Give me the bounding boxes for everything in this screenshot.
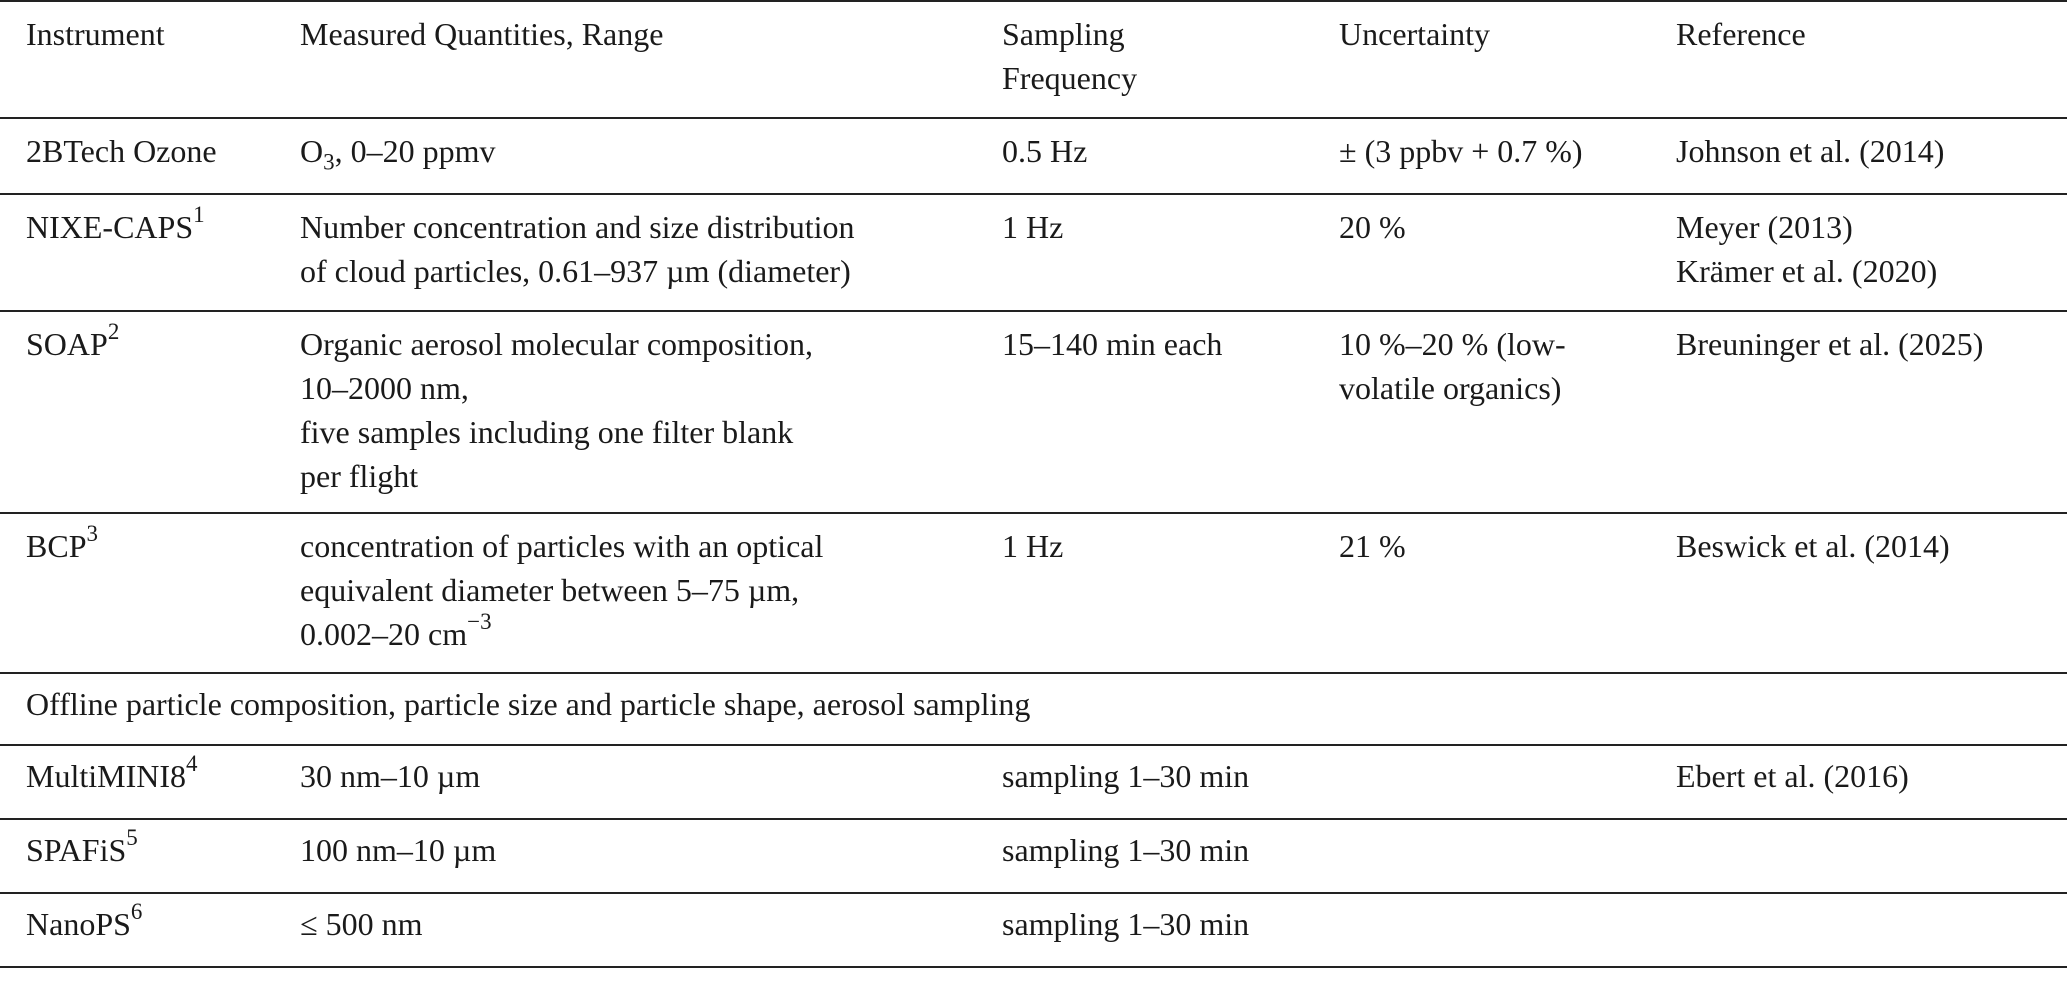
instrument-cell — [0, 745, 274, 819]
uncertainty-cell — [1313, 745, 1650, 819]
measured-line: equivalent diameter between 5–75 µm, — [300, 572, 800, 608]
instrument-cell — [0, 311, 274, 513]
measured-line: Organic aerosol molecular composition, — [300, 326, 814, 362]
section-title: Offline particle composition, particle size and particle shape, aerosol sampling — [26, 686, 1031, 722]
reference-cell: Breuninger et al. (2025) — [1676, 326, 1984, 362]
measured-last-prefix: 0.002–20 cm — [300, 616, 468, 652]
instrument-name: SPAFiS — [26, 832, 127, 868]
measured-line: five samples including one filter blank — [300, 414, 794, 450]
footnote-marker: 1 — [193, 202, 205, 228]
instrument-cell — [0, 819, 274, 893]
sampling-cell: 15–140 min each — [1002, 326, 1223, 362]
table-row — [0, 893, 2067, 967]
instrument-cell: 2BTech Ozone — [26, 133, 217, 169]
uncertainty-cell: 20 % — [1339, 209, 1406, 245]
reference-cell — [1650, 194, 2067, 311]
table-row — [0, 819, 2067, 893]
reference-cell: Johnson et al. (2014) — [1676, 133, 1945, 169]
header-measured-quantities: Measured Quantities, Range — [300, 16, 664, 52]
instrument-name: BCP — [26, 528, 87, 564]
reference-cell: Ebert et al. (2016) — [1676, 758, 1909, 794]
table-row — [0, 513, 2067, 673]
measured-line: of cloud particles, 0.61–937 µm (diameter) — [300, 253, 851, 289]
measured-prefix: O — [300, 133, 324, 169]
table-row — [0, 118, 2067, 194]
uncertainty-cell — [1313, 819, 1650, 893]
sampling-cell: sampling 1–30 min — [1002, 758, 1250, 794]
reference-cell: Beswick et al. (2014) — [1676, 528, 1950, 564]
header-uncertainty: Uncertainty — [1339, 16, 1491, 52]
footnote-marker: 6 — [130, 899, 143, 925]
measured-cell — [274, 118, 976, 194]
header-sampling-frequency — [976, 1, 1313, 118]
uncertainty-cell: ± (3 ppbv + 0.7 %) — [1339, 133, 1583, 169]
measured-cell — [274, 513, 976, 673]
measured-cell — [274, 194, 976, 311]
instrument-name: SOAP — [26, 326, 108, 362]
measured-line: per flight — [300, 458, 419, 494]
instrument-name: NanoPS — [26, 906, 131, 942]
sampling-cell: sampling 1–30 min — [1002, 906, 1250, 942]
instrument-name: NIXE-CAPS — [26, 209, 194, 245]
uncertainty-line: volatile organics) — [1339, 370, 1562, 406]
header-sampling-line1: Sampling — [1002, 16, 1125, 52]
footnote-marker: 3 — [86, 521, 98, 547]
reference-cell — [1650, 819, 2067, 893]
reference-line: Meyer (2013) — [1676, 209, 1853, 245]
sampling-cell: 1 Hz — [1002, 209, 1064, 245]
header-sampling-line2: Frequency — [1002, 60, 1138, 96]
measured-line: 10–2000 nm, — [300, 370, 469, 406]
header-reference: Reference — [1676, 16, 1806, 52]
uncertainty-cell — [1313, 893, 1650, 967]
uncertainty-cell: 21 % — [1339, 528, 1406, 564]
header-instrument: Instrument — [26, 16, 165, 52]
instrument-cell — [0, 893, 274, 967]
reference-cell — [1650, 893, 2067, 967]
section-row — [0, 673, 2067, 745]
measured-line: Number concentration and size distribution — [300, 209, 855, 245]
sampling-cell: sampling 1–30 min — [1002, 832, 1250, 868]
measured-cell: 30 nm–10 µm — [300, 758, 481, 794]
measured-subscript: 3 — [323, 149, 335, 175]
measured-cell: 100 nm–10 µm — [300, 832, 497, 868]
footnote-marker: 2 — [107, 319, 120, 345]
table-row — [0, 745, 2067, 819]
uncertainty-cell — [1313, 311, 1650, 513]
instrument-name: MultiMINI8 — [26, 758, 186, 794]
sampling-cell: 0.5 Hz — [1002, 133, 1088, 169]
measured-cell — [274, 311, 976, 513]
uncertainty-line: 10 %–20 % (low- — [1339, 326, 1566, 362]
footnote-marker: 4 — [186, 751, 198, 777]
measured-suffix: , 0–20 ppmv — [334, 133, 496, 169]
sampling-cell: 1 Hz — [1002, 528, 1064, 564]
instrument-cell — [0, 513, 274, 673]
measured-cell: ≤ 500 nm — [300, 906, 423, 942]
table-row — [0, 194, 2067, 311]
measured-line: concentration of particles with an optical — [300, 528, 824, 564]
measured-line — [300, 609, 976, 656]
table-row — [0, 311, 2067, 513]
reference-line: Krämer et al. (2020) — [1676, 253, 1938, 289]
table-header-row — [0, 1, 2067, 118]
exponent: −3 — [467, 609, 492, 635]
footnote-marker: 5 — [126, 825, 138, 851]
instrument-cell — [0, 194, 274, 311]
